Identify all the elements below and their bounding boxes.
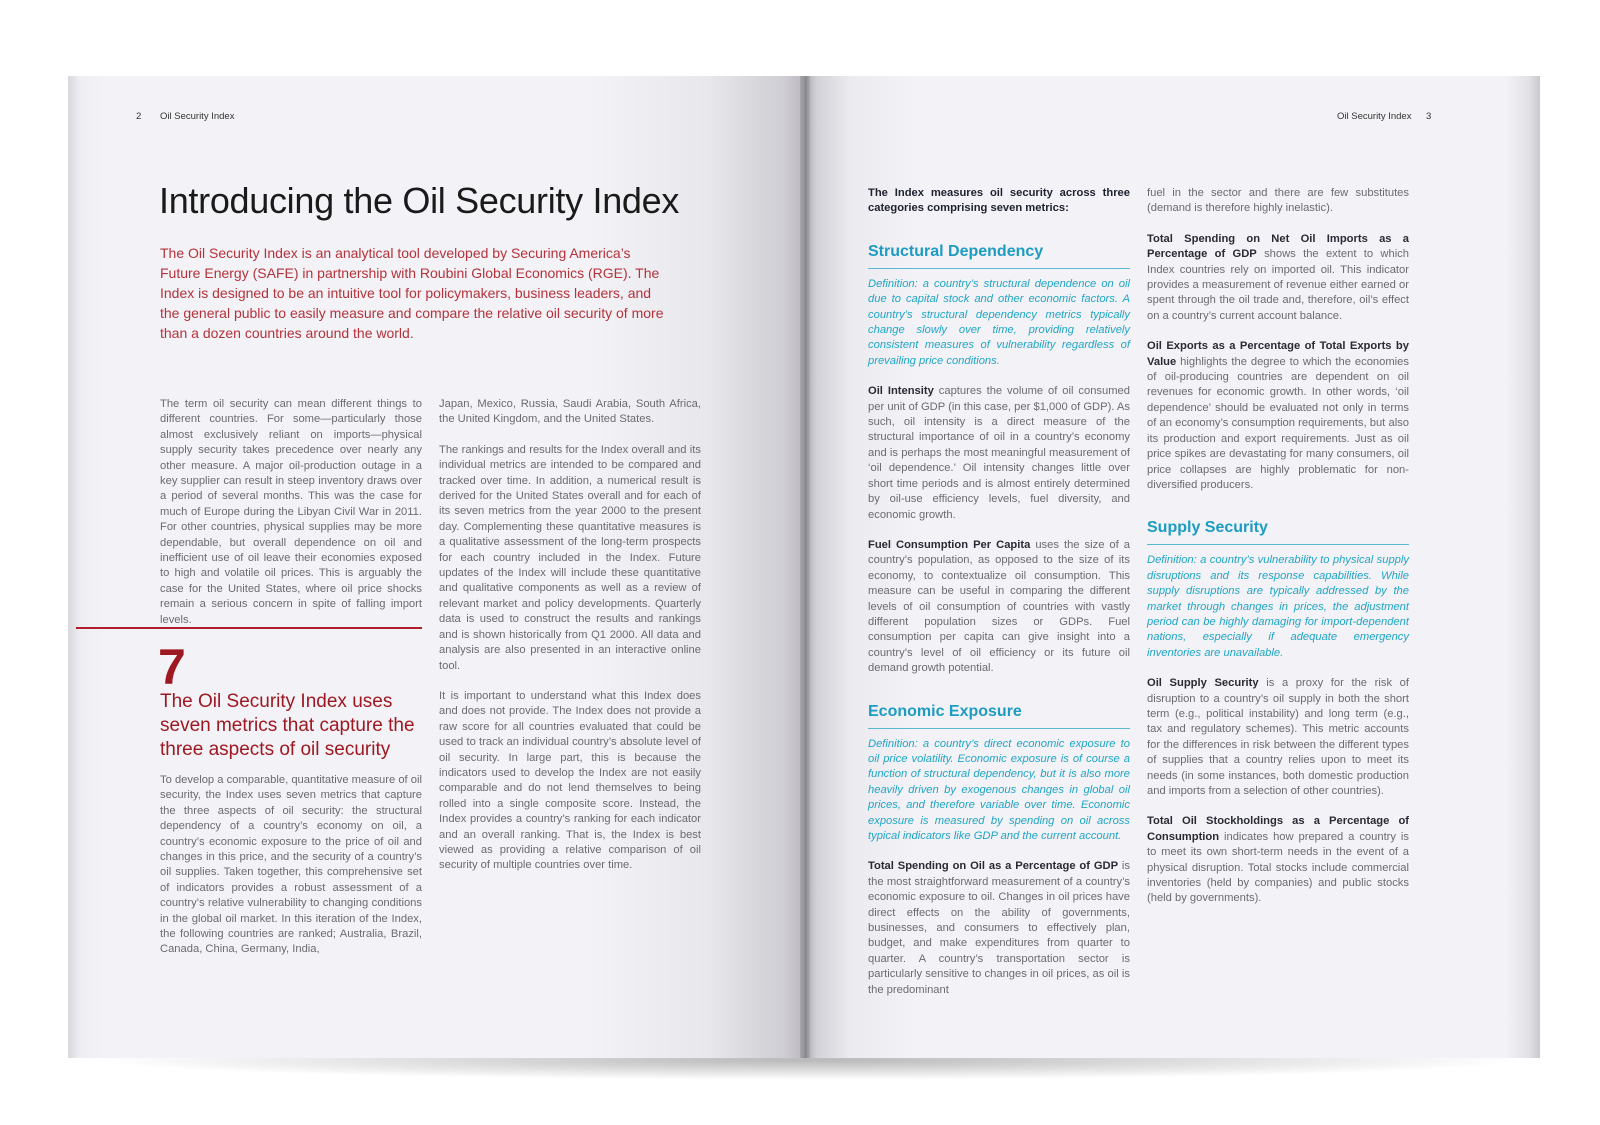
- left-column-2: [439, 397, 701, 874]
- body-paragraph: To develop a comparable, quantitative measure of oil security, the Index uses seven metrics that capture the three aspects of oil security: the structural dependency of a country’s economy on oil, a country’s economic exposure to the price of oil and changes in this price, and the security of a country’s oil supplies. Taken together, this comprehensive set of indicators provides a robust assessment of a country’s relative vulnerability to changing conditions in the global oil market. In this iteration of the Index, the following countries are ranked; Australia, Brazil, Canada, China, Germany, India,: [160, 774, 422, 956]
- callout-number: 7: [158, 639, 186, 695]
- definition-supply: Definition: a country’s vulnerability to physical supply disruptions and its response capabilities. While supply disruptions are typically addressed by the market through changes in prices, the adjustment period can be highly damaging for import-dependent nations, especially if adequate emergency inventories are unavailable.: [1147, 554, 1409, 659]
- intro-paragraph: The Oil Security Index is an analytical tool developed by Securing America’s Future Energy (SAFE) in partnership with Roubini Global Economics (RGE). The Index is designed to be an intuitive tool for policymakers, business leaders, and the general public to easily measure and compare the relative oil security of more than a dozen countries around the world.: [160, 245, 664, 341]
- section-heading-structural: Structural Dependency: [868, 242, 1044, 260]
- body-paragraph: fuel in the sector and there are few substitutes (demand is therefore highly inelastic).: [1147, 187, 1409, 215]
- left-page-number: 2: [136, 111, 142, 122]
- metric-oil-exports: [1147, 339, 1409, 493]
- metric-oil-stockholdings: [1147, 814, 1409, 906]
- metric-name: Oil Exports as a Percentage of Total Exports by Value: [1147, 340, 1409, 368]
- callout-text: The Oil Security Index uses seven metrics that capture the three aspects of oil security: [160, 691, 415, 760]
- metric-name: Oil Supply Security: [1147, 677, 1259, 690]
- right-column-1: [868, 186, 1130, 998]
- right-column-2: [1147, 186, 1409, 907]
- metric-text: uses the size of a country’s population, as opposed to the size of its economy, to contextualize oil consumption. This measure can be useful in comparing the different levels of oil consumption of countries with vastly different population sizes or GDPs. Fuel consumption per capita can give insight into a country’s level of oil efficiency or its future oil demand growth potential.: [868, 538, 1130, 675]
- metric-text: shows the extent to which Index countries rely on imported oil. This indicator provides a measurement of revenue either earned or spent through the oil trade and, therefore, oil’s effect on a country’s current account balance.: [1147, 248, 1409, 322]
- right-running-title: Oil Security Index: [1337, 111, 1412, 122]
- metric-oil-supply-security: [1147, 676, 1409, 799]
- page-title: Introducing the Oil Security Index: [159, 180, 680, 221]
- section-heading-economic: Economic Exposure: [868, 702, 1022, 720]
- callout-rule: [76, 627, 422, 629]
- metric-name: Total Oil Stockholdings as a Percentage of Consumption: [1147, 815, 1409, 843]
- metric-fuel-consumption: [868, 538, 1130, 677]
- right-page-number: 3: [1426, 111, 1432, 122]
- body-paragraph: The rankings and results for the Index overall and its individual metrics are intended to be compared and tracked over time. In addition, a numerical result is derived for the United States overall and for each of its seven metrics from the year 2000 to the present day. Complementing these quantitative measures is a qualitative assessment of the long-term prospects for each country included in the Index. Future updates of the Index will include these quantitative and qualitative components as well as a review of relevant market and policy developments. Quarterly data is used to construct the results and rankings and is shown historically from Q1 2000. All data and analysis are also presented in an interactive online tool.: [439, 443, 701, 672]
- metric-text: captures the volume of oil consumed per unit of GDP (in this case, per $1,000 of GDP). As such, oil intensity is a direct measure of the structural importance of oil in a country’s economy and is perhaps the most meaningful measurement of ‘oil dependence.’ Oil intensity changes little over short time periods and is almost entirely determined by oil-use efficiency levels, fuel diversity, and economic growth.: [868, 385, 1130, 521]
- metric-name: Fuel Consumption Per Capita: [868, 538, 1031, 551]
- body-paragraph: Japan, Mexico, Russia, Saudi Arabia, South Africa, the United Kingdom, and the United States.: [439, 398, 701, 426]
- body-paragraph: It is important to understand what this Index does and does not provide. The Index does not provide a raw score for all countries evaluated that could be used to track an individual country’s absolute level of oil security. In large part, this is because the indicators used to develop the Index are not easily comparable and do not lend themselves to being rolled into a single composite score. Instead, the Index provides a country’s ranking for each indicator and an overall ranking. That is, the Index is best viewed as providing a relative comparison of oil security of multiple countries over time.: [439, 689, 701, 872]
- metric-net-oil-imports: [1147, 232, 1409, 324]
- spine-gutter: [800, 76, 810, 1058]
- metric-text: is the most straightforward measurement of a country’s economic exposure to oil. Changes in oil prices have direct effects on the ability of governments, businesses, and consumers to effectively plan, budget, and make expenditures from quarter to quarter. A country’s transportation sector is particularly sensitive to changes in oil prices, as oil is the predominant: [868, 860, 1131, 996]
- definition-economic: Definition: a country’s direct economic exposure to oil price volatility. Economic exposure is of course a function of structural dependency, but it is also more heavily driven by exogenous changes in global oil prices, and therefore variable over time. Economic exposure is measured by spending on oil across typical indicators like GDP and the current account.: [868, 737, 1130, 842]
- definition-structural: Definition: a country’s structural dependence on oil due to capital stock and other economic factors. A country’s structural dependency metrics typically change slowly over time, providing relatively consistent measures of vulnerability regardless of prevailing price conditions.: [868, 277, 1130, 367]
- metric-text: highlights the degree to which the economies of oil-producing countries are dependent on oil revenues for economic growth. In other words, ‘oil dependence’ should be evaluated not only in terms of an economy’s consumption requirements, but also its production and export requirements. Just as oil price spikes are devastating for many consumers, oil price collapses are highly problematic for non-diversified producers.: [1147, 355, 1409, 491]
- left-running-title: Oil Security Index: [160, 111, 235, 122]
- section-rule: [868, 728, 1130, 729]
- metric-text: is a proxy for the risk of disruption to a country’s oil supply in both the short term (e.g., political instability) and long term (e.g., tax and regulatory schemes). This metric accounts for the differences in risk between the different types of supplies that a country relies upon to meet its needs (in some instances, both domestic production and imports from a selection of other countries).: [1147, 677, 1409, 797]
- metric-name: Oil Intensity: [868, 385, 934, 398]
- metric-oil-intensity: [868, 384, 1130, 523]
- lead-paragraph: The Index measures oil security across three categories comprising seven metrics:: [868, 187, 1130, 215]
- metric-name: Total Spending on Net Oil Imports as a Percentage of GDP: [1147, 232, 1409, 261]
- section-rule: [1147, 544, 1409, 545]
- body-paragraph: The term oil security can mean different things to different countries. For some—particularly those almost exclusively reliant on imports—physical supply security takes precedence over nearly any other measure. A major oil-production outage in a key supplier can result in steep inventory draws over a period of several months. This was the case for much of Europe during the Libyan Civil War in 2011. For other countries, physical supplies may be more dependable, but overall dependence on oil and inefficient use of oil leave their economies exposed to high and volatile oil prices. This is arguably the case for the United States, where oil price shocks remain a serious concern in spite of falling import levels.: [160, 398, 422, 626]
- metric-text: indicates how prepared a country is to meet its own short-term needs in the event of a physical disruption. Total stocks include commercial inventories (held by companies) and public stocks (held by governments).: [1147, 830, 1409, 905]
- section-heading-supply: Supply Security: [1147, 519, 1268, 537]
- metric-name: Total Spending on Oil as a Percentage of GDP: [868, 860, 1119, 873]
- metric-spending-on-oil: [868, 859, 1130, 998]
- section-rule: [868, 268, 1130, 269]
